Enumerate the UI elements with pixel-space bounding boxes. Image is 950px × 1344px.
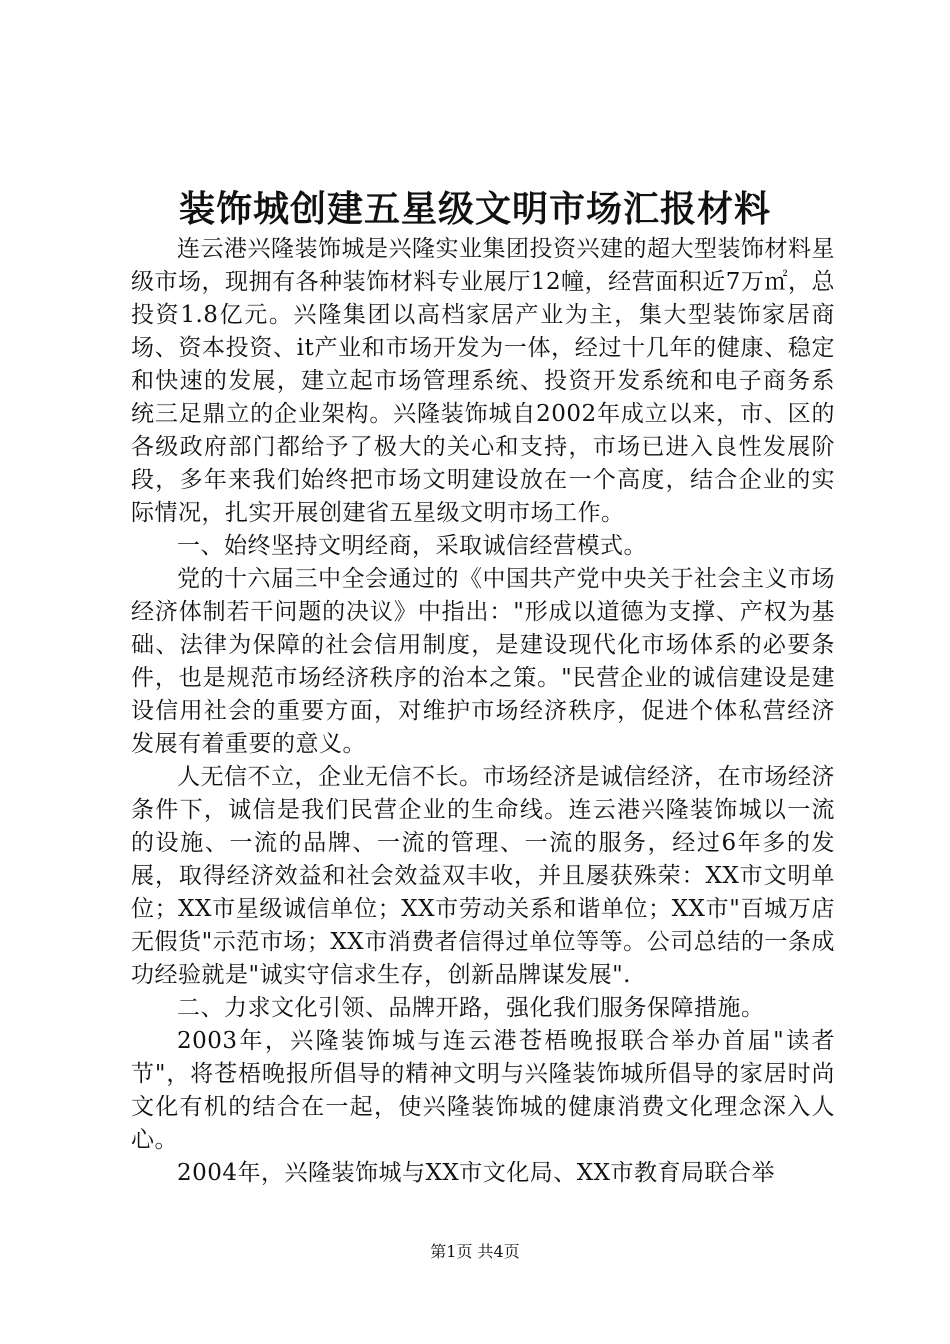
document-title: 装饰城创建五星级文明市场汇报材料 (178, 188, 771, 230)
paragraph-2004: 2004年，兴隆装饰城与XX市文化局、XX市教育局联合举 (177, 1160, 776, 1186)
page-number-footer: 第1页 共4页 (430, 1242, 520, 1261)
document-body (131, 233, 835, 1190)
section-heading-1: 一、始终坚持文明经商，采取诚信经营模式。 (177, 533, 647, 559)
paragraph-integrity: 人无信不立，企业无信不长。市场经济是诚信经济，在市场经济条件下，诚信是我们民营企业的生命线。连云港兴隆装饰城以一流的设施、一流的品牌、一流的管理、一流的服务，经过6年多的发展，取得经济效益和社会效益双丰收，并且屡获殊荣：XX市文明单位；XX市星级诚信单位；XX市劳动关系和谐单位；XX市"百城万店无假货"示范市场；XX市消费者信得过单位等等。公司总结的一条成功经验就是"诚实守信求生存，创新品牌谋发展". (131, 764, 835, 988)
paragraph-2003: 2003年，兴隆装饰城与连云港苍梧晚报联合举办首届"读者节"，将苍梧晚报所倡导的精神文明与兴隆装饰城所倡导的家居时尚文化有机的结合在一起，使兴隆装饰城的健康消费文化理念深入人心。 (131, 1028, 835, 1153)
paragraph-intro: 连云港兴隆装饰城是兴隆实业集团投资兴建的超大型装饰材料星级市场，现拥有各种装饰材料专业展厅12幢，经营面积近7万㎡，总投资1.8亿元。兴隆集团以高档家居产业为主，集大型装饰家居商场、资本投资、it产业和市场开发为一体，经过十几年的健康、稳定和快速的发展，建立起市场管理系统、投资开发系统和电子商务系统三足鼎立的企业架构。兴隆装饰城自2002年成立以来，市、区的各级政府部门都给予了极大的关心和支持，市场已进入良性发展阶段，多年来我们始终把市场文明建设放在一个高度，结合企业的实际情况，扎实开展创建省五星级文明市场工作。 (131, 236, 835, 526)
paragraph-resolution: 党的十六届三中全会通过的《中国共产党中央关于社会主义市场经济体制若干问题的决议》中指出："形成以道德为支撑、产权为基础、法律为保障的社会信用制度，是建设现代化市场体系的必要条件，也是规范市场经济秩序的治本之策。"民营企业的诚信建设是建设信用社会的重要方面，对维护市场经济秩序，促进个体私营经济发展有着重要的意义。 (131, 566, 835, 757)
section-heading-2: 二、力求文化引领、品牌开路，强化我们服务保障措施。 (177, 995, 765, 1021)
